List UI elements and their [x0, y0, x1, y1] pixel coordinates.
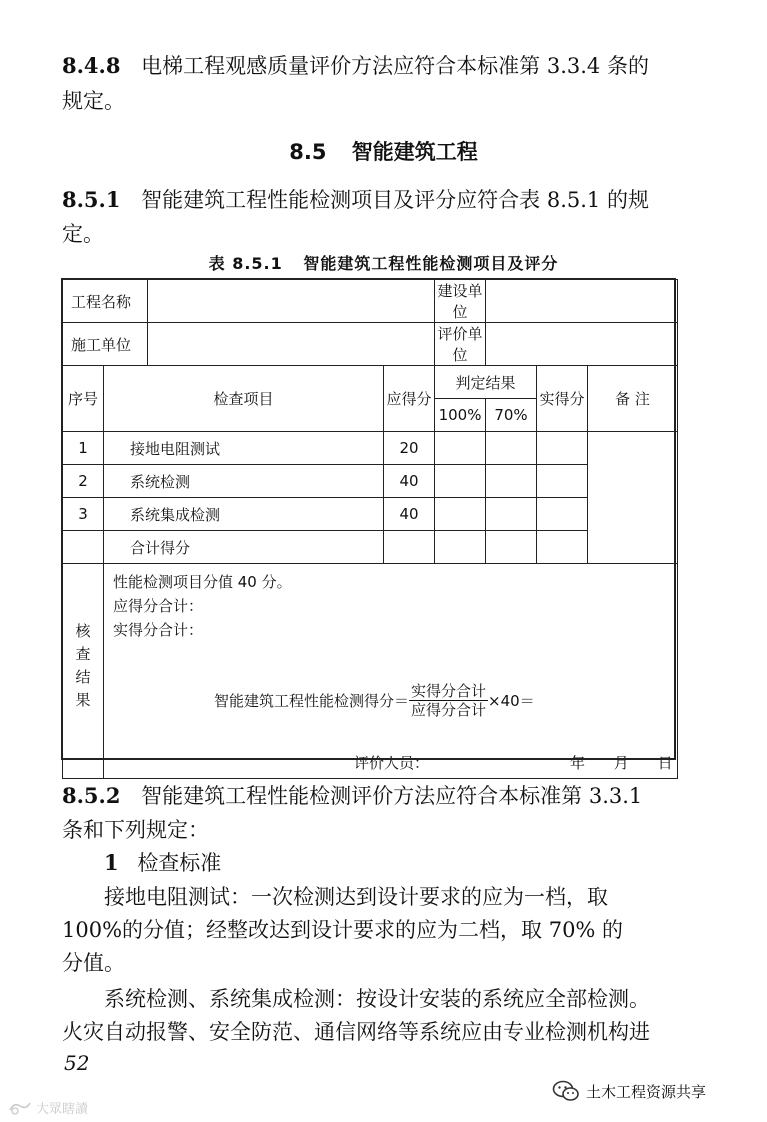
- score-formula: [214, 682, 535, 719]
- paragraph-line: 接地电阻测试：一次检测达到设计要求的应为一档，取: [104, 885, 608, 909]
- header-judgment: 判定结果: [435, 366, 537, 399]
- paragraph-line: 系统检测、系统集成检测：按设计安装的系统应全部检测。: [104, 987, 650, 1011]
- table-header-row: [63, 366, 678, 399]
- contractor-value: [148, 323, 435, 366]
- paragraph-line: 火灾自动报警、安全防范、通信网络等系统应由专业检测机构进: [62, 1020, 650, 1044]
- review-row: [63, 564, 678, 779]
- review-content: [104, 564, 678, 779]
- evaluator-label: 评价单位: [435, 323, 486, 366]
- paragraph-line: 分值。: [62, 951, 125, 975]
- wechat-icon: [552, 1080, 580, 1102]
- header-seq: 序号: [63, 366, 104, 432]
- formula-left: 智能建筑工程性能检测得分＝: [214, 692, 410, 710]
- date-day: 日: [657, 754, 673, 772]
- row-pct100: [435, 432, 486, 465]
- total-label: 合计得分: [104, 531, 384, 564]
- clause-text-line: 电梯工程观感质量评价方法应符合本标准第 3.3.4 条的: [141, 54, 649, 78]
- watermark-logo-icon: [8, 1100, 32, 1116]
- score-table: [62, 279, 678, 779]
- total-seq: [63, 531, 104, 564]
- table-row: [63, 280, 678, 323]
- watermark-text: 大眾瞎讀: [36, 1102, 89, 1117]
- table-caption-title: 智能建筑工程性能检测项目及评分: [303, 254, 559, 273]
- builder-value: [486, 280, 678, 323]
- row-item: 接地电阻测试: [104, 432, 384, 465]
- page-number: 52: [64, 1051, 90, 1075]
- review-label-cell: [63, 564, 104, 779]
- section-number: 8.5: [289, 140, 327, 164]
- row-item: 系统检测: [104, 465, 384, 498]
- table-caption-number: 表 8.5.1: [208, 254, 283, 273]
- evaluator-value: [486, 323, 678, 366]
- header-actual-score: 实得分: [537, 366, 588, 432]
- table-row: [63, 465, 678, 498]
- project-name-value: [148, 280, 435, 323]
- header-pct70: 70%: [486, 399, 537, 432]
- clause-text-line: 规定。: [62, 89, 125, 113]
- total-pct100: [435, 531, 486, 564]
- clause-8-4-8: [62, 49, 649, 83]
- reviewer-signature-line: [354, 752, 429, 773]
- row-seq: 2: [63, 465, 104, 498]
- header-remarks: 备 注: [588, 366, 678, 432]
- row-seq: 3: [63, 498, 104, 531]
- row-actual: [537, 498, 588, 531]
- reviewer-label: 评价人员：: [354, 754, 430, 772]
- row-actual: [537, 432, 588, 465]
- wechat-source: [552, 1080, 706, 1102]
- wechat-source-text: 土木工程资源共享: [586, 1082, 707, 1101]
- clause-text-line: 智能建筑工程性能检测项目及评分应符合表 8.5.1 的规: [141, 188, 649, 212]
- row-pct70: [486, 498, 537, 531]
- project-name-label: 工程名称: [63, 280, 148, 323]
- formula-denominator: 应得分合计: [411, 701, 487, 719]
- review-line: 实得分合计：: [113, 621, 204, 639]
- clause-number: 8.4.8: [62, 53, 121, 78]
- review-label: 核查结果: [73, 623, 92, 715]
- review-line: 性能检测项目分值 40 分。: [113, 573, 292, 591]
- section-title-text: 智能建筑工程: [351, 140, 478, 164]
- clause-8-5-1: [62, 183, 649, 217]
- review-date: [570, 752, 673, 773]
- total-actual: [537, 531, 588, 564]
- list-item-title: 检查标准: [137, 851, 222, 875]
- date-month: 月: [613, 754, 629, 772]
- row-actual: [537, 465, 588, 498]
- formula-right: ×40＝: [488, 692, 535, 710]
- table-row: [63, 432, 678, 465]
- clause-number: 8.5.1: [62, 187, 121, 212]
- builder-label: 建设单位: [435, 280, 486, 323]
- formula-numerator: 实得分合计: [411, 682, 487, 700]
- row-pct70: [486, 432, 537, 465]
- row-seq: 1: [63, 432, 104, 465]
- clause-text-line: 定。: [62, 222, 104, 246]
- total-pct70: [486, 531, 537, 564]
- paragraph-line: 100%的分值；经整改达到设计要求的应为二档，取 70% 的: [62, 918, 624, 942]
- table-row: [63, 323, 678, 366]
- remarks-cell: [588, 432, 678, 564]
- table-total-row: [63, 531, 678, 564]
- row-pct100: [435, 498, 486, 531]
- date-year: 年: [570, 754, 586, 772]
- row-score: 20: [384, 432, 435, 465]
- section-title: [0, 136, 767, 166]
- total-score: [384, 531, 435, 564]
- row-pct100: [435, 465, 486, 498]
- row-item: 系统集成检测: [104, 498, 384, 531]
- header-item: 检查项目: [104, 366, 384, 432]
- list-item-number: 1: [104, 850, 119, 875]
- row-score: 40: [384, 498, 435, 531]
- list-item: [104, 846, 221, 880]
- watermark: [8, 1098, 88, 1117]
- clause-text-line: 智能建筑工程性能检测评价方法应符合本标准第 3.3.1: [141, 784, 643, 808]
- clause-text-line: 条和下列规定：: [62, 818, 209, 842]
- row-score: 40: [384, 465, 435, 498]
- clause-8-5-2: [62, 779, 642, 813]
- header-pct100: 100%: [435, 399, 486, 432]
- formula-fraction: [409, 682, 488, 719]
- row-pct70: [486, 465, 537, 498]
- table-row: [63, 498, 678, 531]
- header-should-score: 应得分: [384, 366, 435, 432]
- contractor-label: 施工单位: [63, 323, 148, 366]
- table-caption: [0, 251, 767, 274]
- review-line: 应得分合计：: [113, 597, 204, 615]
- clause-number: 8.5.2: [62, 783, 121, 808]
